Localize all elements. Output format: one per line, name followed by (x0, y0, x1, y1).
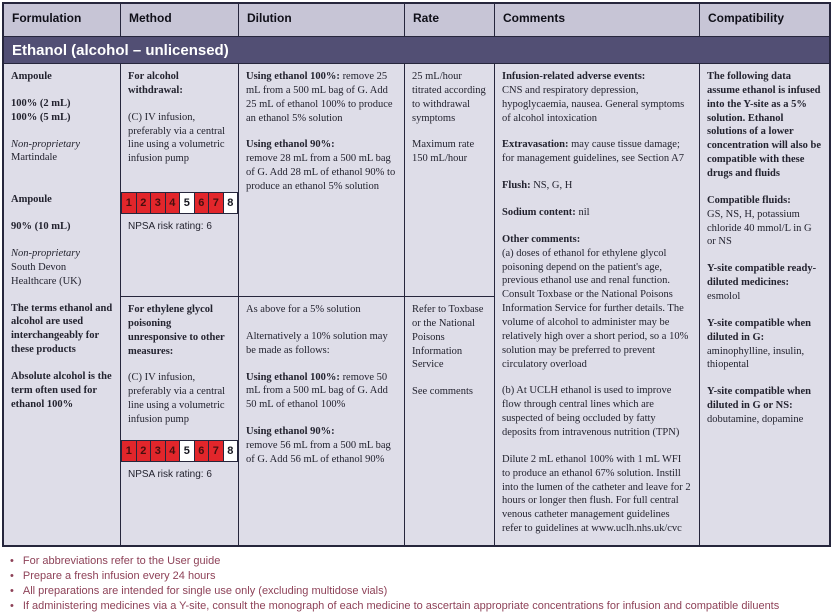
npsa-risk-scale (121, 192, 238, 214)
dilution-instruction (246, 425, 397, 467)
method-instruction: (C) IV infusion, preferably via a central line using a volumetric infusion pump (128, 111, 226, 165)
bullet-icon: • (10, 599, 14, 612)
column-header-rate: Rate (405, 4, 494, 36)
compatibility-text: aminophylline, insulin, thiopental (707, 345, 805, 371)
npsa-box-6: 6 (195, 441, 209, 461)
compatibility-assumption (707, 70, 822, 181)
footer-notes (10, 554, 833, 614)
comment-text: (a) doses of ethanol for ethylene glycol poisoning depend on the patient's age, previous ethanol use and renal function. Consult Toxbase or the National Poisons Information Service for further details. The volume of alcohol to administer may be relatively high over a short period, so a 10% solution may be preferred to prevent circulatory overload (502, 247, 689, 370)
comment-adverse-events (502, 70, 692, 125)
npsa-box-4: 4 (166, 441, 180, 461)
npsa-box-8: 8 (224, 193, 238, 213)
footer-note-single-use (10, 584, 833, 599)
comment-text: nil (575, 207, 590, 219)
npsa-box-2: 2 (137, 193, 151, 213)
compatibility-diluted-in-g-or-ns (707, 385, 822, 427)
comment-catheter-instructions: Dilute 2 mL ethanol 100% with 1 mL WFI to produce an ethanol 67% solution. Instill into the lumen of the catheter and leave for 2 hours or longer then flush. For full central venous catheter management guidelines refer to guidelines at www.uclh.nhs.uk/cvc (502, 453, 691, 535)
compatibility-text: GS, NS, H, potassium chloride 40 mmol/L in G or NS (707, 208, 812, 248)
column-header-method: Method (121, 4, 238, 36)
npsa-risk-rating-label: NPSA risk rating: 6 (128, 468, 212, 480)
footer-note-fresh-infusion (10, 569, 833, 584)
compatibility-lead: Y-site compatible ready-diluted medicines: (707, 263, 817, 289)
comment-flush (502, 179, 692, 193)
compatibility-lead: The following data assume ethanol is infused into the Y-site as a 5% solution. Ethanol solutions of a lower concentration will also be compatible with these drugs and fluids (707, 71, 822, 180)
dilution-text: remove 28 mL from a 500 mL bag of G. Add 28 mL of ethanol 90% to produce an ethanol 5% solution (246, 153, 396, 193)
comment-other-b: (b) At UCLH ethanol is used to improve flow through central lines which are suspected of being occluded by fatty deposits from intravenous nutrition (TPN) (502, 385, 680, 439)
npsa-box-3: 3 (151, 193, 165, 213)
npsa-risk-rating-label: NPSA risk rating: 6 (128, 221, 212, 233)
dilution-lead: Using ethanol 90%: (246, 426, 335, 438)
rate-cell-poisoning (405, 297, 494, 545)
comment-sodium-content (502, 206, 692, 220)
method-cell-alcohol-withdrawal (121, 64, 238, 296)
formulation-note-terms: The terms ethanol and alcohol are used interchangeably for these products (11, 302, 113, 356)
formulation-note-absolute: Absolute alcohol is the term often used for ethanol 100% (11, 371, 112, 410)
compatibility-cell (700, 64, 829, 545)
dilution-text: remove 25 mL from a 500 mL bag of G. Add 25 mL of ethanol 100% to produce an ethanol 5% solution (246, 71, 393, 124)
compatibility-lead: Y-site compatible when diluted in G or NS: (707, 386, 812, 412)
comment-other-a (502, 233, 692, 372)
formulation-nonproprietary-1: Non-proprietary (11, 138, 81, 150)
dilution-instruction (246, 138, 397, 193)
formulation-supplier-south-devon: South Devon Healthcare (UK) (11, 261, 82, 287)
footer-note-abbreviations (10, 554, 833, 569)
npsa-box-5: 5 (180, 193, 194, 213)
dilution-note: Alternatively a 10% solution may be made as follows: (246, 330, 388, 356)
method-heading: For alcohol withdrawal: (128, 71, 183, 96)
formulation-cell (4, 64, 120, 545)
formulation-strength-100-5ml: 100% (5 mL) (11, 111, 71, 123)
comments-cell (495, 64, 699, 545)
rate-see-comments: See comments (412, 386, 473, 398)
compatibility-fluids (707, 194, 822, 249)
formulation-ampoule-1: Ampoule (11, 71, 52, 82)
formulation-supplier-martindale: Martindale (11, 152, 58, 164)
compatibility-ready-diluted (707, 262, 822, 304)
comment-lead: Infusion-related adverse events: (502, 71, 646, 82)
comment-lead: Sodium content: (502, 207, 576, 219)
formulation-strength-100-2ml: 100% (2 mL) (11, 97, 71, 109)
comment-lead: Flush: (502, 180, 531, 192)
bullet-icon: • (10, 584, 14, 597)
bullet-icon: • (10, 555, 14, 567)
dilution-instruction (246, 371, 397, 413)
column-header-formulation: Formulation (4, 4, 120, 36)
footer-note-text: For abbreviations refer to the User guide (22, 555, 221, 567)
drug-title: Ethanol (alcohol – unlicensed) (4, 37, 829, 63)
monograph-table (2, 2, 831, 547)
formulation-nonproprietary-2: Non-proprietary (11, 248, 81, 260)
rate-referral: Refer to Toxbase or the National Poisons Information Service (412, 304, 484, 371)
formulation-ampoule-2: Ampoule (11, 194, 52, 206)
footer-note-y-site (10, 599, 833, 614)
comment-lead: Extravasation: (502, 139, 569, 151)
comment-text: CNS and respiratory depression, hypoglycaemia, nausea. General symptoms of alcohol intoxication (502, 84, 685, 124)
dilution-instruction (246, 70, 397, 125)
compatibility-lead: Compatible fluids: (707, 194, 791, 206)
dilution-lead: Using ethanol 100%: (246, 71, 340, 82)
npsa-box-7: 7 (209, 193, 223, 213)
dilution-lead: Using ethanol 100%: (246, 371, 340, 383)
comment-extravasation (502, 138, 692, 166)
npsa-box-4: 4 (166, 193, 180, 213)
npsa-box-7: 7 (209, 441, 223, 461)
compatibility-text: dobutamine, dopamine (707, 414, 804, 426)
dilution-cell-10-percent (239, 297, 404, 545)
npsa-box-3: 3 (151, 441, 165, 461)
column-header-compatibility: Compatibility (700, 4, 829, 36)
compatibility-text: esmolol (707, 291, 741, 303)
dilution-note: As above for a 5% solution (246, 304, 361, 315)
dilution-text: remove 56 mL from a 500 mL bag of G. Add 56 mL of ethanol 90% (246, 440, 391, 465)
npsa-box-2: 2 (137, 441, 151, 461)
rate-initial: 25 mL/hour titrated according to withdrawal symptoms (412, 71, 486, 124)
dilution-cell-5-percent (239, 64, 404, 296)
rate-cell-withdrawal (405, 64, 494, 296)
rate-maximum: Maximum rate 150 mL/hour (412, 139, 475, 165)
footer-note-text: If administering medicines via a Y-site, consult the monograph of each medicine to ascertain appropriate concentrations for infusion and compatible diluents (22, 599, 780, 612)
method-cell-ethylene-glycol (121, 297, 238, 545)
formulation-strength-90-10ml: 90% (10 mL) (11, 221, 71, 233)
comment-text: may cause tissue damage; for management guidelines, see Section A7 (502, 139, 684, 165)
comment-text: NS, G, H (530, 180, 573, 192)
dilution-text: remove 50 mL from a 500 mL bag of G. Add 50 mL of ethanol 100% (246, 371, 388, 411)
npsa-box-5: 5 (180, 441, 194, 461)
npsa-box-6: 6 (195, 193, 209, 213)
compatibility-lead: Y-site compatible when diluted in G: (707, 317, 812, 343)
method-instruction: (C) IV infusion, preferably via a central line using a volumetric infusion pump (128, 372, 226, 426)
footer-note-text: All preparations are intended for single use only (excluding multidose vials) (22, 584, 388, 597)
npsa-box-1: 1 (122, 441, 136, 461)
npsa-risk-scale (121, 440, 238, 462)
npsa-box-1: 1 (122, 193, 136, 213)
column-header-comments: Comments (495, 4, 699, 36)
npsa-box-8: 8 (224, 441, 238, 461)
column-header-dilution: Dilution (239, 4, 404, 36)
compatibility-diluted-in-g (707, 317, 822, 372)
bullet-icon: • (10, 569, 14, 582)
comment-lead: Other comments: (502, 233, 581, 245)
method-heading: For ethylene glycol poisoning unresponsive to other measures: (128, 304, 225, 357)
dilution-lead: Using ethanol 90%: (246, 139, 335, 151)
footer-note-text: Prepare a fresh infusion every 24 hours (22, 569, 216, 582)
